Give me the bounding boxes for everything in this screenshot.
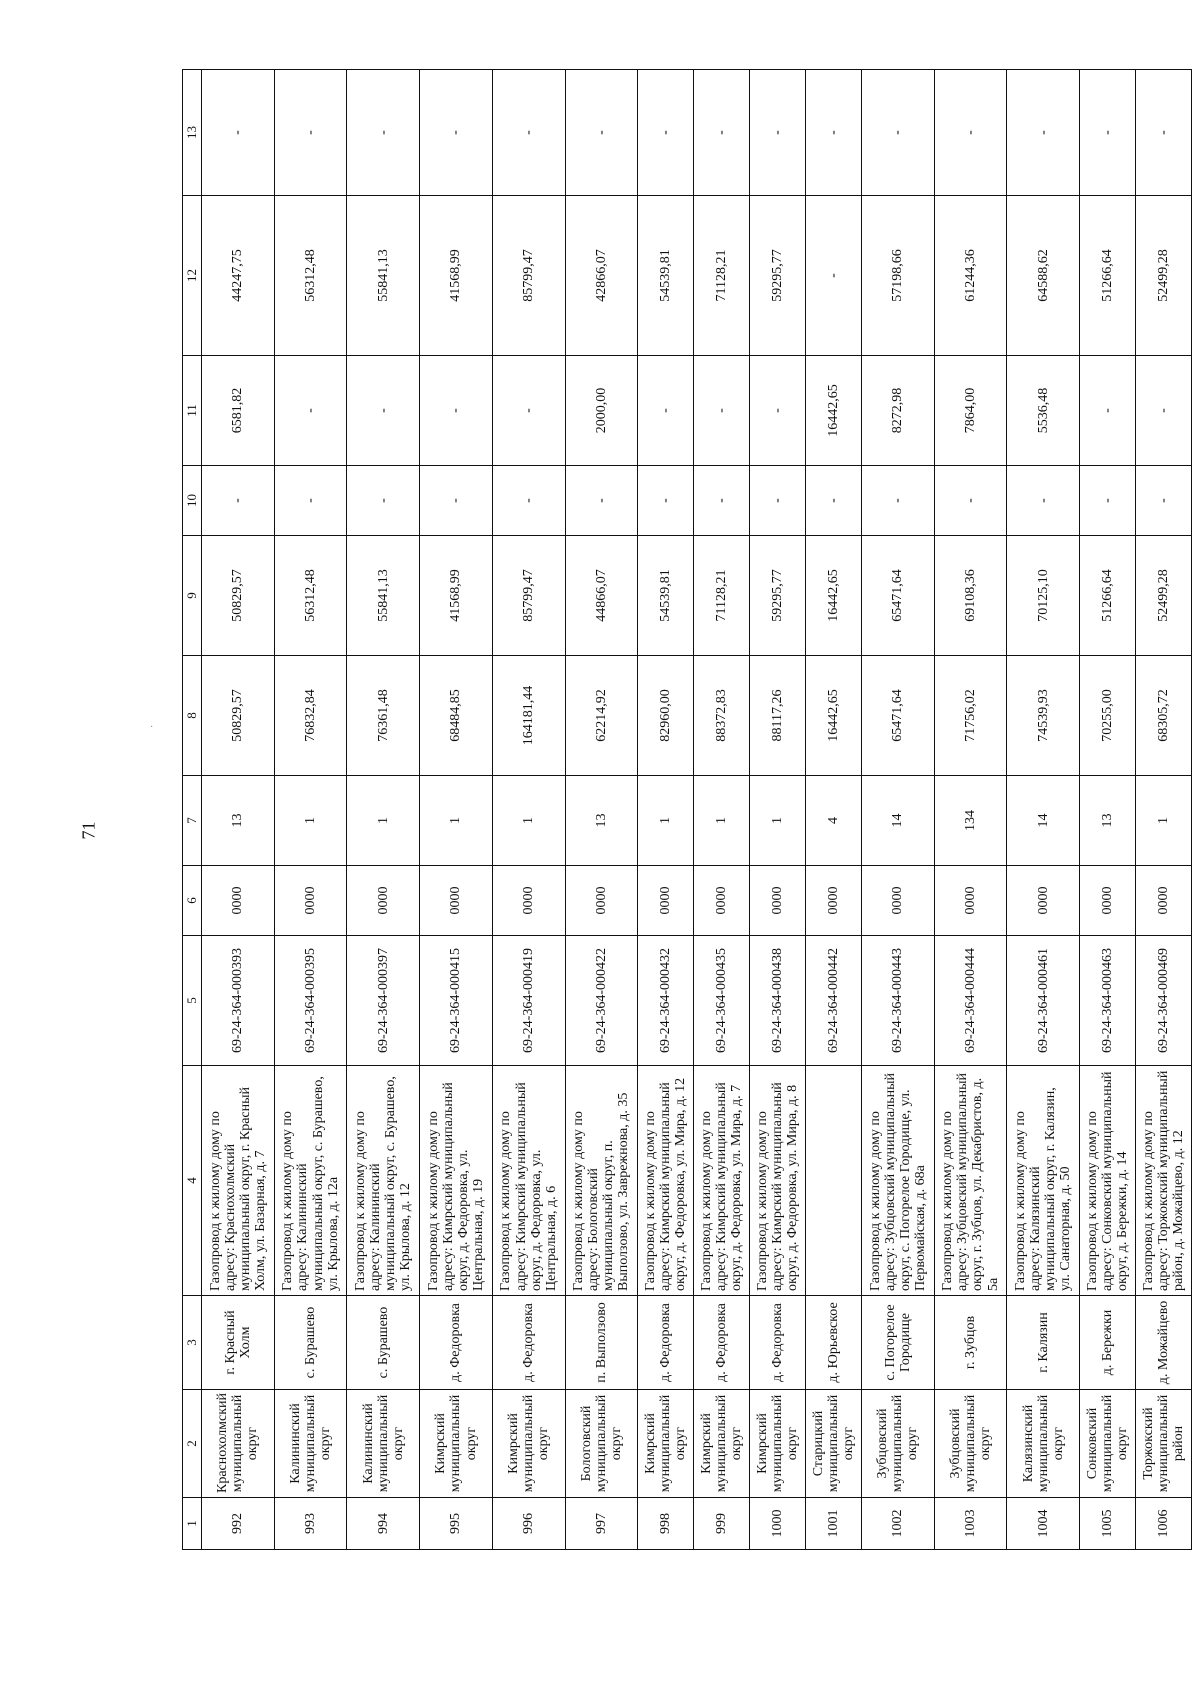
table-cell: Газопровод к жилому дому по адресу: Калининский муниципальный округ, с. Бурашево, ул. Крылова, д. 12	[347, 1066, 420, 1296]
table-cell: 0000	[861, 866, 934, 936]
column-header: 8	[183, 656, 202, 776]
column-header: 2	[183, 1390, 202, 1498]
table-cell: с. Погорелое Городище	[861, 1296, 934, 1390]
table-cell: 1005	[1080, 1498, 1136, 1550]
table-cell: -	[1135, 70, 1191, 196]
table-cell: 14	[1007, 776, 1080, 866]
table-cell: -	[694, 70, 750, 196]
table-cell: -	[750, 356, 806, 466]
table-cell: 5536,48	[1007, 356, 1080, 466]
table-cell: 44247,75	[202, 196, 275, 356]
table-cell: 54539,81	[638, 536, 694, 656]
table-cell: 65471,64	[861, 656, 934, 776]
table-cell: 69-24-364-000395	[274, 936, 347, 1066]
table-cell: 2000,00	[565, 356, 638, 466]
table-cell: 0000	[805, 866, 861, 936]
table-cell: -	[934, 70, 1007, 196]
table-row	[1080, 70, 1136, 1550]
table-cell: -	[861, 70, 934, 196]
table-cell: Зубцовский муниципальный округ	[934, 1390, 1007, 1498]
table-cell: 0000	[750, 866, 806, 936]
table-cell: -	[750, 466, 806, 536]
table-cell: 1	[492, 776, 565, 866]
table-row	[861, 70, 934, 1550]
column-header: 9	[183, 536, 202, 656]
table-row	[1007, 70, 1080, 1550]
table-cell: д. Федоровка	[420, 1296, 493, 1390]
table-cell: Газопровод к жилому дому по адресу: Калининский муниципальный округ, с. Бурашево, ул. Крылова, д. 12а	[274, 1066, 347, 1296]
table-cell: 992	[202, 1498, 275, 1550]
table-cell: 70255,00	[1080, 656, 1136, 776]
table-cell: 69-24-364-000435	[694, 936, 750, 1066]
table-cell: 69-24-364-000438	[750, 936, 806, 1066]
table-cell: -	[202, 70, 275, 196]
table-row	[638, 70, 694, 1550]
data-table	[182, 69, 1192, 1550]
table-cell: 14	[861, 776, 934, 866]
table-cell: 13	[202, 776, 275, 866]
table-cell: -	[805, 466, 861, 536]
table-cell: 71128,21	[694, 536, 750, 656]
table-cell: 85799,47	[492, 536, 565, 656]
table-cell: 1	[420, 776, 493, 866]
column-header: 6	[183, 866, 202, 936]
table-cell: Сонковский муниципальный округ	[1080, 1390, 1136, 1498]
table-cell: 69-24-364-000397	[347, 936, 420, 1066]
table-row	[750, 70, 806, 1550]
table-cell: 1	[694, 776, 750, 866]
table-cell: 69-24-364-000442	[805, 936, 861, 1066]
table-cell: -	[420, 70, 493, 196]
table-cell: 88372,83	[694, 656, 750, 776]
table-cell: Газопровод к жилому дому по адресу: Кимрский муниципальный округ, д. Федоровка, ул. Центральная, д. 19	[420, 1066, 493, 1296]
table-row	[1135, 70, 1191, 1550]
table-cell: -	[694, 356, 750, 466]
table-cell: 994	[347, 1498, 420, 1550]
table-cell: д. Федоровка	[694, 1296, 750, 1390]
table-cell: -	[1080, 356, 1136, 466]
table-cell: 0000	[420, 866, 493, 936]
page-number: 71	[78, 821, 99, 840]
table-cell: 54539,81	[638, 196, 694, 356]
table-cell: -	[694, 466, 750, 536]
table-cell: 55841,13	[347, 196, 420, 356]
table-cell: 993	[274, 1498, 347, 1550]
table-cell: 1	[274, 776, 347, 866]
table-cell: Старицкий муниципальный округ	[805, 1390, 861, 1498]
table-cell: г. Калязин	[1007, 1296, 1080, 1390]
table-cell: 69-24-364-000415	[420, 936, 493, 1066]
table-cell: 52499,28	[1135, 536, 1191, 656]
table-cell: 68305,72	[1135, 656, 1191, 776]
table-cell: -	[347, 466, 420, 536]
table-cell: Кимрский муниципальный округ	[694, 1390, 750, 1498]
table-cell: г. Зубцов	[934, 1296, 1007, 1390]
table-cell: 69-24-364-000443	[861, 936, 934, 1066]
table-cell: 52499,28	[1135, 196, 1191, 356]
table-row	[694, 70, 750, 1550]
table-cell: 997	[565, 1498, 638, 1550]
table-cell: 16442,65	[805, 356, 861, 466]
table-cell: 59295,77	[750, 536, 806, 656]
column-header: 3	[183, 1296, 202, 1390]
table-cell: 1003	[934, 1498, 1007, 1550]
table-cell: -	[347, 70, 420, 196]
table-cell: -	[934, 466, 1007, 536]
table-cell: Газопровод к жилому дому по адресу: Сонковский муниципальный округ, д. Бережки, д. 14	[1080, 1066, 1136, 1296]
table-cell: 69-24-364-000463	[1080, 936, 1136, 1066]
table-cell: 69-24-364-000419	[492, 936, 565, 1066]
rotated-table-wrapper	[182, 70, 1192, 1550]
table-cell: 0000	[1007, 866, 1080, 936]
table-cell: 71756,02	[934, 656, 1007, 776]
table-cell: -	[638, 70, 694, 196]
table-cell: -	[420, 466, 493, 536]
table-cell: 56312,48	[274, 196, 347, 356]
table-cell: -	[805, 70, 861, 196]
table-cell: 998	[638, 1498, 694, 1550]
column-header: 7	[183, 776, 202, 866]
table-cell: Газопровод к жилому дому по адресу: Калязинский муниципальный округ, г. Калязин, ул. Санаторная, д. 50	[1007, 1066, 1080, 1296]
table-cell: 85799,47	[492, 196, 565, 356]
table-cell: 1006	[1135, 1498, 1191, 1550]
table-cell: -	[750, 70, 806, 196]
table-cell: -	[1135, 466, 1191, 536]
table-cell: -	[861, 466, 934, 536]
table-row	[420, 70, 493, 1550]
table-cell: 68484,85	[420, 656, 493, 776]
table-cell: Кимрский муниципальный округ	[492, 1390, 565, 1498]
column-header: 5	[183, 936, 202, 1066]
table-cell: 44866,07	[565, 536, 638, 656]
table-cell: -	[565, 70, 638, 196]
table-cell: 82960,00	[638, 656, 694, 776]
table-cell: Кимрский муниципальный округ	[420, 1390, 493, 1498]
table-cell: с. Бурашево	[274, 1296, 347, 1390]
table-cell: 69-24-364-000469	[1135, 936, 1191, 1066]
table-cell: 69-24-364-000444	[934, 936, 1007, 1066]
table-cell: Бологовский муниципальный округ	[565, 1390, 638, 1498]
table-cell: 1004	[1007, 1498, 1080, 1550]
table-body	[202, 70, 1192, 1550]
table-cell: г. Красный Холм	[202, 1296, 275, 1390]
table-cell: 134	[934, 776, 1007, 866]
table-cell: Газопровод к жилому дому по адресу: Торжокский муниципальный район, д. Можайцево, д. 12	[1135, 1066, 1191, 1296]
table-cell: -	[565, 466, 638, 536]
column-header: 4	[183, 1066, 202, 1296]
table-cell: 0000	[638, 866, 694, 936]
table-cell: 42866,07	[565, 196, 638, 356]
table-cell: 0000	[492, 866, 565, 936]
table-cell: -	[420, 356, 493, 466]
table-cell: 51266,64	[1080, 536, 1136, 656]
table-cell: -	[638, 466, 694, 536]
table-cell: Газопровод к жилому дому по адресу: Кимрский муниципальный округ, д. Федоровка, ул. Мира, д. 7	[694, 1066, 750, 1296]
table-cell: 1	[1135, 776, 1191, 866]
table-cell: -	[274, 466, 347, 536]
column-header: 1	[183, 1498, 202, 1550]
table-cell: д. Федоровка	[492, 1296, 565, 1390]
table-cell: -	[1007, 70, 1080, 196]
table-cell: 69-24-364-000461	[1007, 936, 1080, 1066]
table-cell: д. Можайцево	[1135, 1296, 1191, 1390]
table-cell: 55841,13	[347, 536, 420, 656]
table-cell: 0000	[934, 866, 1007, 936]
table-cell: 1	[750, 776, 806, 866]
table-cell: д. Бережки	[1080, 1296, 1136, 1390]
table-cell: Газопровод к жилому дому по адресу: Кимрский муниципальный округ, д. Федоровка, ул. Центральная, д. 6	[492, 1066, 565, 1296]
table-row	[347, 70, 420, 1550]
table-cell: Газопровод к жилому дому по адресу: Кимрский муниципальный округ, д. Федоровка, ул. Мира, д. 8	[750, 1066, 806, 1296]
table-cell: д. Федоровка	[750, 1296, 806, 1390]
table-cell: Калининский муниципальный округ	[274, 1390, 347, 1498]
table-cell: Газопровод к жилому дому по адресу: Зубцовский муниципальный округ, г. Зубцов, ул. Декабристов, д. 5а	[934, 1066, 1007, 1296]
table-cell: 0000	[274, 866, 347, 936]
table-cell: 69-24-364-000393	[202, 936, 275, 1066]
table-cell: 0000	[565, 866, 638, 936]
table-cell: д. Федоровка	[638, 1296, 694, 1390]
table-row	[934, 70, 1007, 1550]
table-cell: 0000	[1135, 866, 1191, 936]
table-cell: Газопровод к жилому дому по адресу: Кимрский муниципальный округ, д. Федоровка, ул. Мира, д. 12	[638, 1066, 694, 1296]
table-cell: 51266,64	[1080, 196, 1136, 356]
column-header: 10	[183, 466, 202, 536]
table-cell: 8272,98	[861, 356, 934, 466]
table-cell: 64588,62	[1007, 196, 1080, 356]
table-cell: -	[1080, 70, 1136, 196]
table-cell: 6581,82	[202, 356, 275, 466]
table-cell: 50829,57	[202, 536, 275, 656]
table-cell: 1001	[805, 1498, 861, 1550]
table-cell: 0000	[1080, 866, 1136, 936]
scan-artifact: ·	[150, 722, 154, 733]
table-cell: с. Бурашево	[347, 1296, 420, 1390]
table-cell: д. Юрьевское	[805, 1296, 861, 1390]
table-cell: -	[274, 70, 347, 196]
table-cell: 1002	[861, 1498, 934, 1550]
table-cell: 16442,65	[805, 656, 861, 776]
table-cell: 56312,48	[274, 536, 347, 656]
table-cell: 76361,48	[347, 656, 420, 776]
table-cell: Калязинский муниципальный округ	[1007, 1390, 1080, 1498]
table-cell: -	[492, 356, 565, 466]
table-cell: 74539,93	[1007, 656, 1080, 776]
table-cell: Зубцовский муниципальный округ	[861, 1390, 934, 1498]
table-cell: -	[1135, 356, 1191, 466]
table-cell: 0000	[694, 866, 750, 936]
table-cell: 995	[420, 1498, 493, 1550]
table-cell: п. Выползово	[565, 1296, 638, 1390]
table-cell: 16442,65	[805, 536, 861, 656]
table-cell: -	[805, 196, 861, 356]
table-cell: 65471,64	[861, 536, 934, 656]
table-row	[202, 70, 275, 1550]
table-cell: Торжокский муниципальный район	[1135, 1390, 1191, 1498]
table-cell: -	[638, 356, 694, 466]
table-cell: 13	[565, 776, 638, 866]
table-cell: -	[274, 356, 347, 466]
table-cell: -	[1080, 466, 1136, 536]
table-cell: 69-24-364-000432	[638, 936, 694, 1066]
table-cell: Газопровод к жилому дому по адресу: Зубцовский муниципальный округ, с. Погорелое Городище, ул. Первомайская, д. 68а	[861, 1066, 934, 1296]
table-cell: 41568,99	[420, 536, 493, 656]
table-cell: Кимрский муниципальный округ	[750, 1390, 806, 1498]
table-cell: 70125,10	[1007, 536, 1080, 656]
table-cell: 71128,21	[694, 196, 750, 356]
table-cell: 164181,44	[492, 656, 565, 776]
table-cell: 1	[638, 776, 694, 866]
table-cell: 1	[347, 776, 420, 866]
table-cell	[805, 1066, 861, 1296]
table-cell: 69108,36	[934, 536, 1007, 656]
table-cell: Калининский муниципальный округ	[347, 1390, 420, 1498]
column-header: 13	[183, 70, 202, 196]
table-cell: 13	[1080, 776, 1136, 866]
table-cell: 4	[805, 776, 861, 866]
table-cell: 69-24-364-000422	[565, 936, 638, 1066]
table-cell: 50829,57	[202, 656, 275, 776]
table-row	[805, 70, 861, 1550]
table-cell: -	[492, 466, 565, 536]
table-cell: 88117,26	[750, 656, 806, 776]
table-cell: 57198,66	[861, 196, 934, 356]
table-cell: Краснохолмский муниципальный округ	[202, 1390, 275, 1498]
table-cell: 59295,77	[750, 196, 806, 356]
table-cell: 0000	[347, 866, 420, 936]
table-cell: 996	[492, 1498, 565, 1550]
table-cell: 61244,36	[934, 196, 1007, 356]
table-cell: Газопровод к жилому дому по адресу: Бологовский муниципальный округ, п. Выползово, ул. Заврежнова, д. 35	[565, 1066, 638, 1296]
table-cell: 76832,84	[274, 656, 347, 776]
table-row	[492, 70, 565, 1550]
table-cell: -	[1007, 466, 1080, 536]
table-header-row	[183, 70, 202, 1550]
table-cell: 62214,92	[565, 656, 638, 776]
table-cell: 1000	[750, 1498, 806, 1550]
table-cell: 0000	[202, 866, 275, 936]
table-cell: -	[492, 70, 565, 196]
table-cell: Газопровод к жилому дому по адресу: Краснохолмский муниципальный округ, г. Красный Холм, ул. Базарная, д. 7	[202, 1066, 275, 1296]
table-cell: Кимрский муниципальный округ	[638, 1390, 694, 1498]
column-header: 11	[183, 356, 202, 466]
table-row	[565, 70, 638, 1550]
table-cell: 999	[694, 1498, 750, 1550]
table-row	[274, 70, 347, 1550]
column-header: 12	[183, 196, 202, 356]
table-cell: 7864,00	[934, 356, 1007, 466]
table-cell: -	[347, 356, 420, 466]
table-cell: -	[202, 466, 275, 536]
table-cell: 41568,99	[420, 196, 493, 356]
